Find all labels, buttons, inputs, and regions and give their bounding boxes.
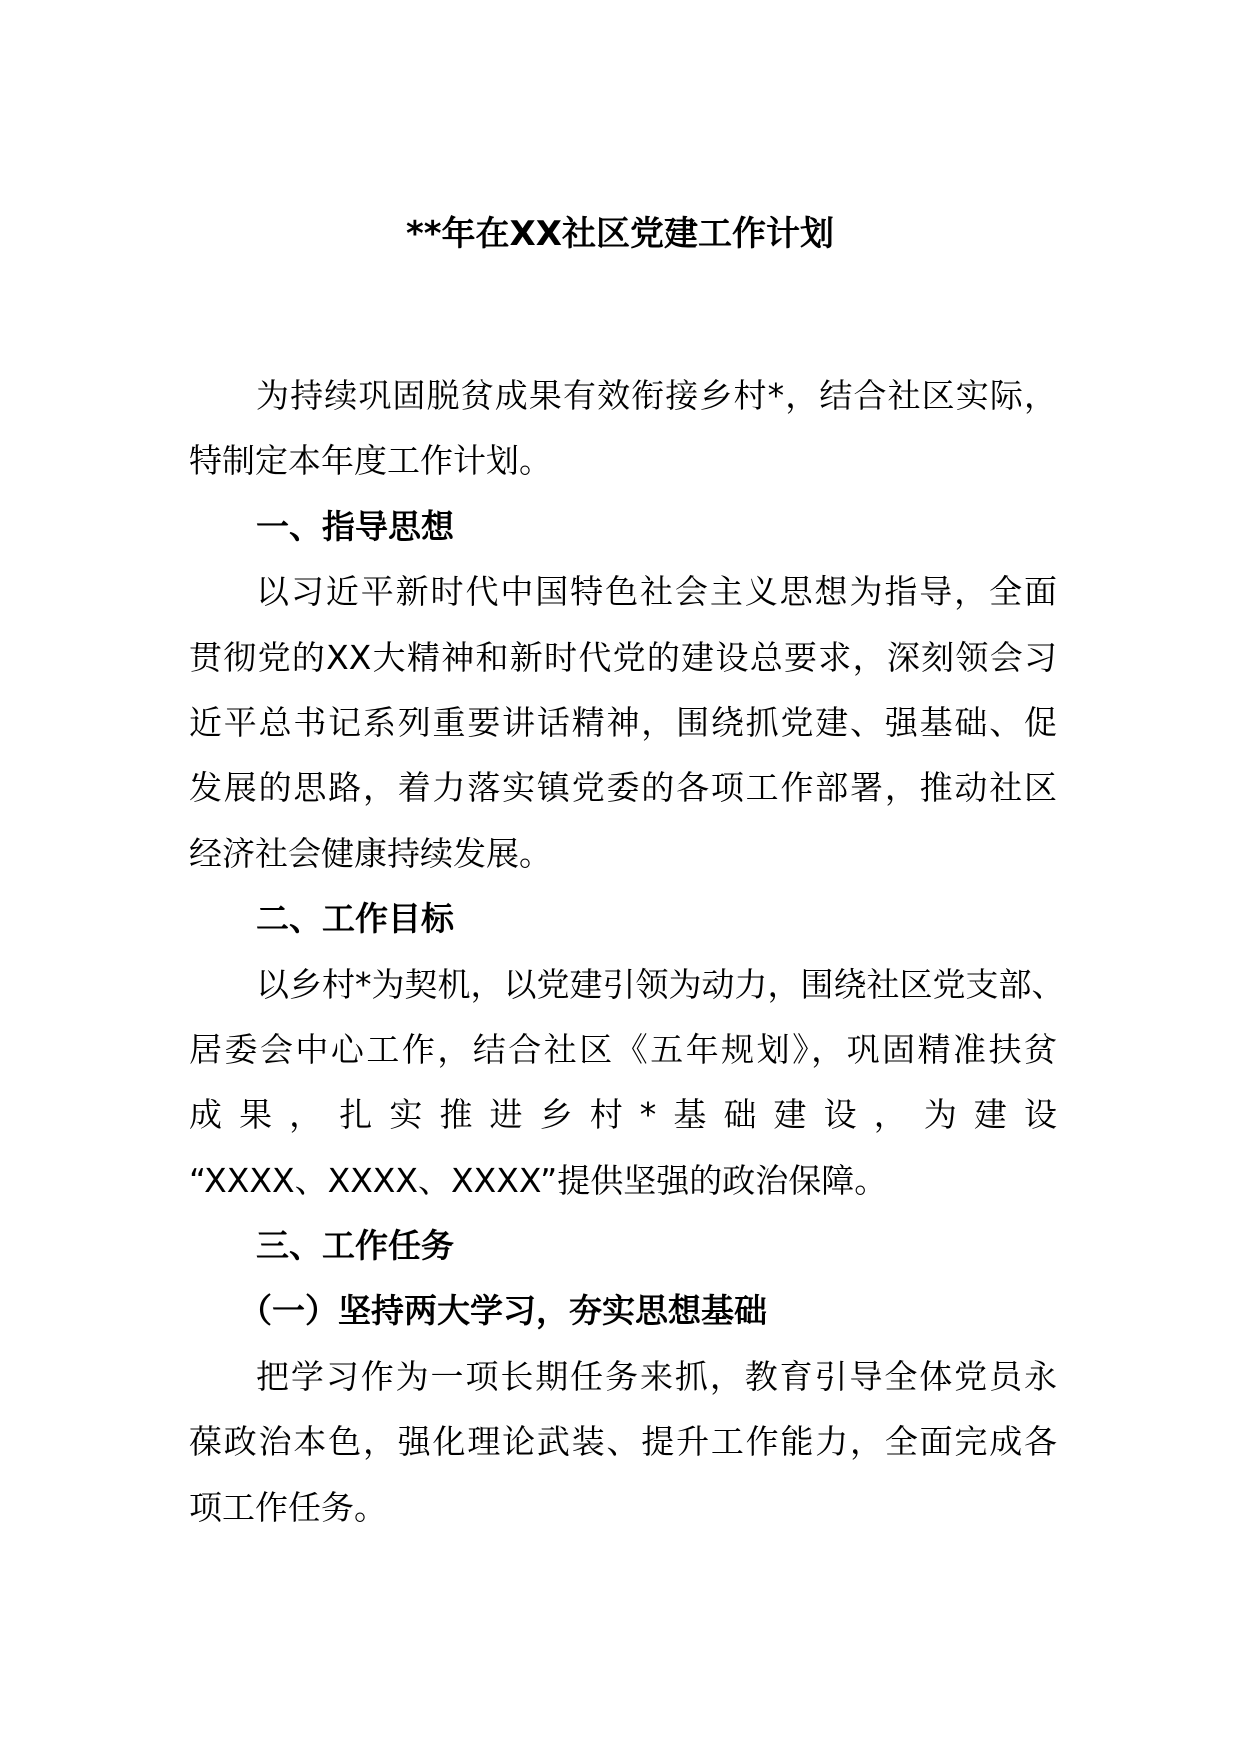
- paragraph-line: 项工作任务。: [189, 1487, 387, 1527]
- document-title: **年在XX社区党建工作计划: [406, 214, 834, 254]
- paragraph-line: “XXXX、XXXX、XXXX”提供坚强的政治保障。: [189, 1160, 888, 1200]
- paragraph-line: 葆政治本色，强化理论武装、提升工作能力，全面完成各: [189, 1422, 1057, 1462]
- document-body: [189, 363, 1065, 1540]
- paragraph-line: 把学习作为一项长期任务来抓，教育引导全体党员永: [256, 1356, 1057, 1396]
- paragraph-line: 以乡村*为契机，以党建引领为动力，围绕社区党支部、: [256, 964, 1065, 1004]
- paragraph-line: 发展的思路，着力落实镇党委的各项工作部署，推动社区: [189, 768, 1057, 808]
- section-heading: 一、指导思想: [256, 506, 454, 546]
- section-heading: 二、工作目标: [256, 899, 454, 939]
- intro-line: 特制定本年度工作计划。: [189, 441, 552, 481]
- paragraph-line: 居委会中心工作，结合社区《五年规划》，巩固精准扶贫: [189, 1029, 1057, 1069]
- paragraph-line: 经济社会健康持续发展。: [189, 833, 552, 873]
- subsection-heading: （一）坚持两大学习，夯实思想基础: [239, 1291, 767, 1331]
- paragraph-line: 贯彻党的XX大精神和新时代党的建设总要求，深刻领会习: [189, 637, 1057, 677]
- paragraph-line: 以习近平新时代中国特色社会主义思想为指导，全面: [256, 572, 1057, 612]
- section-heading: 三、工作任务: [256, 1226, 454, 1266]
- intro-line: 为持续巩固脱贫成果有效衔接乡村*，结合社区实际，: [256, 376, 1057, 415]
- paragraph-line: 成果，扎实推进乡村*基础建设，为建设: [189, 1095, 1057, 1135]
- paragraph-line: 近平总书记系列重要讲话精神，围绕抓党建、强基础、促: [189, 702, 1057, 742]
